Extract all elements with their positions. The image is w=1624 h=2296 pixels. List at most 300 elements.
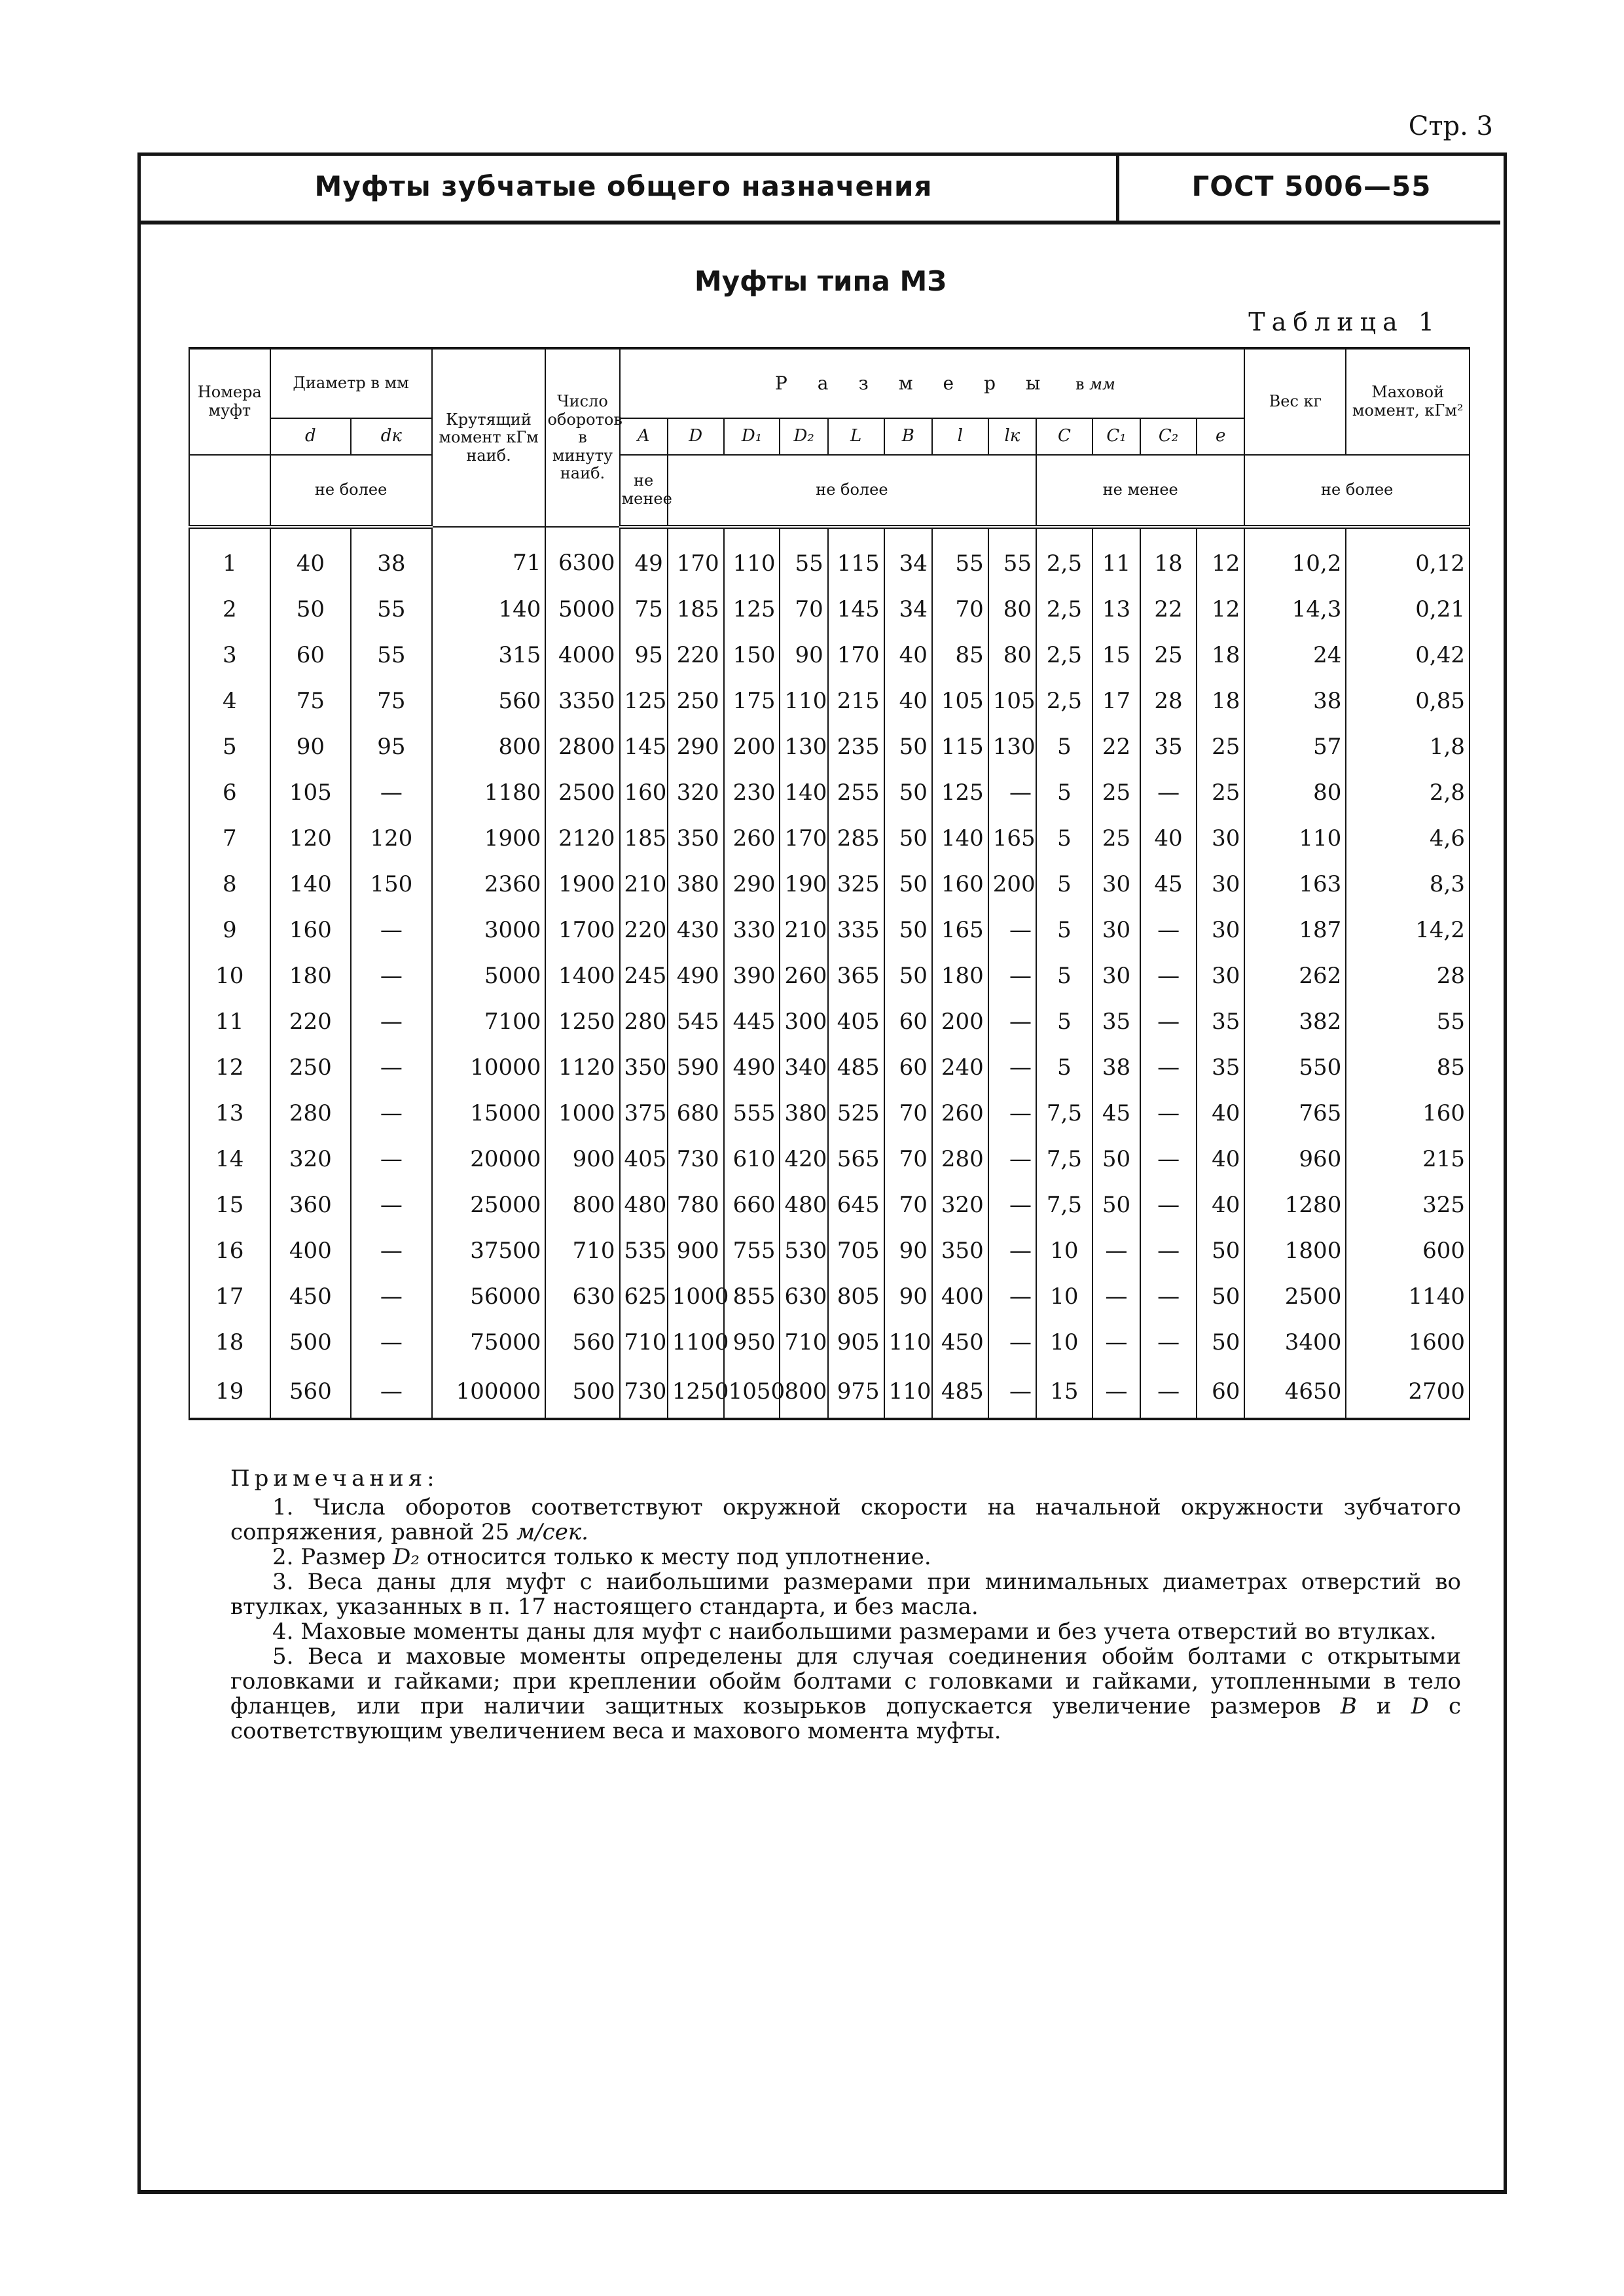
cell-C1: 35 [1092, 999, 1140, 1045]
cell-B: 70 [884, 1136, 932, 1182]
cell-torque: 100000 [432, 1365, 546, 1419]
cell-C: 2,5 [1036, 632, 1092, 678]
cell-dk: 150 [351, 861, 432, 907]
cell-rpm: 1900 [545, 861, 619, 907]
header-D: D [668, 418, 724, 455]
cell-C: 7,5 [1036, 1090, 1092, 1136]
note-3: 3. Веса даны для муфт с наибольшими размерами при минимальных диаметрах отверстий во втулках, указанных в п. 17 настоящего стандарта, и без масла. [230, 1569, 1461, 1620]
cell-D1: 150 [724, 632, 780, 678]
note-1 [230, 1495, 1461, 1545]
cell-d: 450 [270, 1274, 352, 1319]
cell-C: 5 [1036, 724, 1092, 770]
cell-d: 90 [270, 724, 352, 770]
cell-rpm: 3350 [545, 678, 619, 724]
cell-rpm: 2800 [545, 724, 619, 770]
cell-torque: 15000 [432, 1090, 546, 1136]
cell-dk: — [351, 770, 432, 816]
cell-C2: — [1140, 1090, 1197, 1136]
cell-C2: 35 [1140, 724, 1197, 770]
header-dimensions-unit: мм [1089, 374, 1115, 393]
cell-moment: 0,12 [1346, 527, 1470, 586]
cell-e: 12 [1197, 586, 1244, 632]
cell-L: 335 [828, 907, 884, 953]
cell-weight: 550 [1244, 1045, 1346, 1090]
cell-moment: 600 [1346, 1228, 1470, 1274]
cell-D2: 420 [780, 1136, 827, 1182]
cell-no: 4 [189, 678, 270, 724]
header-dimensions-limit-min: не менее [1036, 455, 1244, 527]
cell-C: 10 [1036, 1228, 1092, 1274]
header-l: l [932, 418, 988, 455]
cell-C1: 17 [1092, 678, 1140, 724]
cell-B: 110 [884, 1319, 932, 1365]
cell-D: 780 [668, 1182, 724, 1228]
cell-lk: — [988, 1182, 1036, 1228]
cell-D: 170 [668, 527, 724, 586]
cell-l: 160 [932, 861, 988, 907]
header-B: B [884, 418, 932, 455]
cell-rpm: 1250 [545, 999, 619, 1045]
cell-D2: 300 [780, 999, 827, 1045]
cell-rpm: 2120 [545, 816, 619, 861]
cell-D2: 110 [780, 678, 827, 724]
cell-D: 900 [668, 1228, 724, 1274]
cell-e: 12 [1197, 527, 1244, 586]
cell-e: 30 [1197, 907, 1244, 953]
standard-code: ГОСТ 5006—55 [1191, 170, 1432, 202]
cell-C2: 25 [1140, 632, 1197, 678]
cell-dk: — [351, 999, 432, 1045]
cell-l: 140 [932, 816, 988, 861]
cell-A: 280 [620, 999, 668, 1045]
cell-C1: 45 [1092, 1090, 1140, 1136]
cell-dk: — [351, 953, 432, 999]
cell-dk: 55 [351, 632, 432, 678]
cell-D: 290 [668, 724, 724, 770]
table-row [189, 770, 1470, 816]
cell-e: 50 [1197, 1274, 1244, 1319]
cell-B: 40 [884, 678, 932, 724]
cell-lk: — [988, 1136, 1036, 1182]
cell-no: 11 [189, 999, 270, 1045]
cell-C: 2,5 [1036, 527, 1092, 586]
cell-B: 50 [884, 907, 932, 953]
cell-l: 125 [932, 770, 988, 816]
cell-C1: — [1092, 1228, 1140, 1274]
table-row [189, 1182, 1470, 1228]
cell-lk: 80 [988, 586, 1036, 632]
cell-D1: 390 [724, 953, 780, 999]
cell-d: 40 [270, 527, 352, 586]
cell-D1: 950 [724, 1319, 780, 1365]
cell-weight: 2500 [1244, 1274, 1346, 1319]
cell-d: 560 [270, 1365, 352, 1419]
cell-B: 50 [884, 861, 932, 907]
cell-dk: — [351, 1319, 432, 1365]
cell-A: 625 [620, 1274, 668, 1319]
cell-moment: 0,21 [1346, 586, 1470, 632]
cell-C: 5 [1036, 816, 1092, 861]
note-5-post: с соответствующим увеличением веса и махового момента муфты. [230, 1693, 1461, 1744]
cell-C: 10 [1036, 1319, 1092, 1365]
cell-D2: 340 [780, 1045, 827, 1090]
cell-moment: 215 [1346, 1136, 1470, 1182]
cell-L: 285 [828, 816, 884, 861]
cell-d: 60 [270, 632, 352, 678]
cell-rpm: 6300 [545, 527, 619, 586]
cell-C1: 38 [1092, 1045, 1140, 1090]
cell-C2: 40 [1140, 816, 1197, 861]
cell-D: 730 [668, 1136, 724, 1182]
cell-L: 145 [828, 586, 884, 632]
cell-e: 40 [1197, 1182, 1244, 1228]
cell-D2: 480 [780, 1182, 827, 1228]
cell-D: 380 [668, 861, 724, 907]
cell-no: 6 [189, 770, 270, 816]
cell-L: 115 [828, 527, 884, 586]
cell-no: 10 [189, 953, 270, 999]
cell-rpm: 1120 [545, 1045, 619, 1090]
cell-no: 7 [189, 816, 270, 861]
note-5 [230, 1644, 1461, 1744]
cell-D2: 530 [780, 1228, 827, 1274]
cell-A: 245 [620, 953, 668, 999]
note-5-pre: 5. Веса и маховые моменты определены для случая соединения обойм болтами с открытыми головками и гайками; при креплении обойм болтами с головками и гайками, утопленными в тело фланцев, или при наличии защитных козырьков допускается увеличение размеров [230, 1643, 1461, 1719]
cell-l: 105 [932, 678, 988, 724]
cell-torque: 560 [432, 678, 546, 724]
cell-torque: 10000 [432, 1045, 546, 1090]
cell-C: 5 [1036, 1045, 1092, 1090]
cell-rpm: 5000 [545, 586, 619, 632]
cell-d: 250 [270, 1045, 352, 1090]
cell-torque: 800 [432, 724, 546, 770]
cell-lk: — [988, 1228, 1036, 1274]
cell-L: 565 [828, 1136, 884, 1182]
cell-lk: 165 [988, 816, 1036, 861]
cell-l: 280 [932, 1136, 988, 1182]
cell-D1: 445 [724, 999, 780, 1045]
cell-C2: — [1140, 1228, 1197, 1274]
cell-lk: — [988, 1090, 1036, 1136]
cell-d: 75 [270, 678, 352, 724]
header-d: d [270, 418, 352, 455]
header-torque: Крутящий момент кГм наиб. [432, 348, 546, 527]
cell-moment: 2700 [1346, 1365, 1470, 1419]
table-caption: Таблица 1 [1248, 308, 1441, 336]
cell-no: 8 [189, 861, 270, 907]
cell-weight: 10,2 [1244, 527, 1346, 586]
cell-d: 320 [270, 1136, 352, 1182]
header-dimensions-limit-max: не более [668, 455, 1036, 527]
cell-B: 40 [884, 632, 932, 678]
cell-L: 170 [828, 632, 884, 678]
cell-C: 2,5 [1036, 586, 1092, 632]
cell-D1: 200 [724, 724, 780, 770]
header-number: Номера муфт [189, 348, 270, 455]
cell-torque: 1180 [432, 770, 546, 816]
cell-D1: 1050 [724, 1365, 780, 1419]
cell-moment: 1600 [1346, 1319, 1470, 1365]
cell-lk: 130 [988, 724, 1036, 770]
cell-C2: — [1140, 1319, 1197, 1365]
cell-l: 55 [932, 527, 988, 586]
cell-D1: 290 [724, 861, 780, 907]
cell-A: 75 [620, 586, 668, 632]
cell-C2: 18 [1140, 527, 1197, 586]
cell-e: 30 [1197, 953, 1244, 999]
cell-dk: — [351, 1182, 432, 1228]
cell-A: 49 [620, 527, 668, 586]
cell-L: 255 [828, 770, 884, 816]
cell-torque: 5000 [432, 953, 546, 999]
cell-C1: 25 [1092, 816, 1140, 861]
cell-C1: — [1092, 1274, 1140, 1319]
cell-torque: 71 [432, 527, 546, 586]
header-C1: C₁ [1092, 418, 1140, 455]
cell-no: 18 [189, 1319, 270, 1365]
cell-L: 975 [828, 1365, 884, 1419]
cell-A: 480 [620, 1182, 668, 1228]
note-5-B: B [1340, 1693, 1357, 1719]
cell-A: 95 [620, 632, 668, 678]
cell-L: 645 [828, 1182, 884, 1228]
cell-C1: 30 [1092, 953, 1140, 999]
cell-lk: — [988, 953, 1036, 999]
cell-B: 90 [884, 1228, 932, 1274]
cell-C2: — [1140, 1365, 1197, 1419]
cell-D1: 755 [724, 1228, 780, 1274]
cell-C: 5 [1036, 861, 1092, 907]
cell-D1: 490 [724, 1045, 780, 1090]
cell-L: 325 [828, 861, 884, 907]
cell-A: 220 [620, 907, 668, 953]
cell-no: 9 [189, 907, 270, 953]
header-diameter: Диаметр в мм [270, 348, 432, 418]
cell-A: 405 [620, 1136, 668, 1182]
cell-A: 535 [620, 1228, 668, 1274]
cell-D2: 630 [780, 1274, 827, 1319]
cell-torque: 140 [432, 586, 546, 632]
cell-D2: 190 [780, 861, 827, 907]
cell-no: 1 [189, 527, 270, 586]
cell-torque: 56000 [432, 1274, 546, 1319]
cell-e: 35 [1197, 999, 1244, 1045]
table-row [189, 632, 1470, 678]
cell-C: 5 [1036, 999, 1092, 1045]
cell-weight: 38 [1244, 678, 1346, 724]
cell-dk: 38 [351, 527, 432, 586]
cell-dk: 120 [351, 816, 432, 861]
section-title: Муфты типа МЗ [694, 265, 947, 297]
cell-no: 2 [189, 586, 270, 632]
header-C: C [1036, 418, 1092, 455]
cell-d: 140 [270, 861, 352, 907]
cell-C1: 50 [1092, 1182, 1140, 1228]
cell-torque: 3000 [432, 907, 546, 953]
cell-D: 350 [668, 816, 724, 861]
cell-dk: 75 [351, 678, 432, 724]
cell-weight: 110 [1244, 816, 1346, 861]
cell-d: 280 [270, 1090, 352, 1136]
table-row [189, 724, 1470, 770]
header-lk: lк [988, 418, 1036, 455]
cell-D: 490 [668, 953, 724, 999]
cell-L: 525 [828, 1090, 884, 1136]
note-2-post: относится только к месту под уплотнение. [426, 1544, 931, 1570]
cell-d: 180 [270, 953, 352, 999]
cell-C: 5 [1036, 770, 1092, 816]
cell-e: 60 [1197, 1365, 1244, 1419]
table-row [189, 999, 1470, 1045]
cell-lk: — [988, 999, 1036, 1045]
cell-C: 10 [1036, 1274, 1092, 1319]
cell-C: 5 [1036, 953, 1092, 999]
cell-dk: — [351, 1136, 432, 1182]
cell-d: 360 [270, 1182, 352, 1228]
header-weight-limit: не более [1244, 455, 1470, 527]
cell-D: 680 [668, 1090, 724, 1136]
cell-rpm: 560 [545, 1319, 619, 1365]
cell-torque: 75000 [432, 1319, 546, 1365]
header-number-blank [189, 455, 270, 527]
header-divider [1116, 156, 1119, 221]
cell-D: 185 [668, 586, 724, 632]
cell-weight: 3400 [1244, 1319, 1346, 1365]
notes [230, 1466, 1461, 1744]
cell-no: 17 [189, 1274, 270, 1319]
cell-C: 7,5 [1036, 1136, 1092, 1182]
cell-C1: 13 [1092, 586, 1140, 632]
header-dk: dк [351, 418, 432, 455]
cell-torque: 25000 [432, 1182, 546, 1228]
table-row [189, 1090, 1470, 1136]
cell-L: 365 [828, 953, 884, 999]
cell-d: 500 [270, 1319, 352, 1365]
cell-D1: 175 [724, 678, 780, 724]
cell-C2: — [1140, 1045, 1197, 1090]
cell-weight: 1800 [1244, 1228, 1346, 1274]
cell-rpm: 500 [545, 1365, 619, 1419]
cell-l: 115 [932, 724, 988, 770]
header-weight: Вес кг [1244, 348, 1346, 455]
cell-weight: 187 [1244, 907, 1346, 953]
cell-A: 160 [620, 770, 668, 816]
cell-e: 25 [1197, 770, 1244, 816]
cell-d: 400 [270, 1228, 352, 1274]
cell-lk: 200 [988, 861, 1036, 907]
table-row [189, 1228, 1470, 1274]
cell-D2: 130 [780, 724, 827, 770]
cell-B: 50 [884, 816, 932, 861]
cell-A: 185 [620, 816, 668, 861]
cell-dk: — [351, 1045, 432, 1090]
cell-D: 250 [668, 678, 724, 724]
cell-C1: 25 [1092, 770, 1140, 816]
header-D2: D₂ [780, 418, 827, 455]
note-2-pre: 2. Размер [272, 1544, 386, 1570]
cell-moment: 28 [1346, 953, 1470, 999]
cell-l: 85 [932, 632, 988, 678]
cell-lk: — [988, 770, 1036, 816]
cell-lk: — [988, 1365, 1036, 1419]
cell-D1: 610 [724, 1136, 780, 1182]
cell-rpm: 1400 [545, 953, 619, 999]
header-title: Муфты зубчатые общего назначения [314, 170, 933, 202]
cell-weight: 382 [1244, 999, 1346, 1045]
cell-C2: — [1140, 1274, 1197, 1319]
cell-weight: 765 [1244, 1090, 1346, 1136]
cell-L: 485 [828, 1045, 884, 1090]
cell-weight: 57 [1244, 724, 1346, 770]
cell-no: 16 [189, 1228, 270, 1274]
cell-e: 40 [1197, 1090, 1244, 1136]
cell-lk: 55 [988, 527, 1036, 586]
cell-l: 320 [932, 1182, 988, 1228]
cell-C: 2,5 [1036, 678, 1092, 724]
cell-L: 235 [828, 724, 884, 770]
cell-D1: 855 [724, 1274, 780, 1319]
cell-e: 40 [1197, 1136, 1244, 1182]
cell-moment: 8,3 [1346, 861, 1470, 907]
cell-B: 34 [884, 527, 932, 586]
cell-C2: — [1140, 907, 1197, 953]
cell-e: 50 [1197, 1319, 1244, 1365]
header-band [141, 156, 1500, 224]
cell-C1: 11 [1092, 527, 1140, 586]
cell-weight: 14,3 [1244, 586, 1346, 632]
cell-dk: — [351, 907, 432, 953]
cell-torque: 7100 [432, 999, 546, 1045]
cell-A: 710 [620, 1319, 668, 1365]
cell-C1: 22 [1092, 724, 1140, 770]
cell-B: 110 [884, 1365, 932, 1419]
cell-e: 25 [1197, 724, 1244, 770]
cell-moment: 4,6 [1346, 816, 1470, 861]
cell-weight: 1280 [1244, 1182, 1346, 1228]
cell-moment: 0,42 [1346, 632, 1470, 678]
cell-moment: 14,2 [1346, 907, 1470, 953]
cell-torque: 20000 [432, 1136, 546, 1182]
cell-torque: 1900 [432, 816, 546, 861]
cell-D: 430 [668, 907, 724, 953]
cell-B: 60 [884, 999, 932, 1045]
note-2-symbol: D₂ [393, 1544, 420, 1570]
table-row [189, 907, 1470, 953]
header-D1: D₁ [724, 418, 780, 455]
table-row [189, 861, 1470, 907]
cell-rpm: 900 [545, 1136, 619, 1182]
header-dimensions-in: в [1075, 374, 1085, 393]
cell-D1: 260 [724, 816, 780, 861]
cell-rpm: 630 [545, 1274, 619, 1319]
cell-A: 145 [620, 724, 668, 770]
cell-B: 34 [884, 586, 932, 632]
cell-C: 7,5 [1036, 1182, 1092, 1228]
cell-L: 905 [828, 1319, 884, 1365]
cell-D2: 260 [780, 953, 827, 999]
cell-D1: 125 [724, 586, 780, 632]
cell-L: 215 [828, 678, 884, 724]
table-body [189, 527, 1470, 1419]
cell-l: 70 [932, 586, 988, 632]
cell-no: 13 [189, 1090, 270, 1136]
cell-D2: 90 [780, 632, 827, 678]
cell-weight: 4650 [1244, 1365, 1346, 1419]
table-row [189, 1319, 1470, 1365]
cell-rpm: 1700 [545, 907, 619, 953]
cell-d: 120 [270, 816, 352, 861]
cell-D2: 70 [780, 586, 827, 632]
